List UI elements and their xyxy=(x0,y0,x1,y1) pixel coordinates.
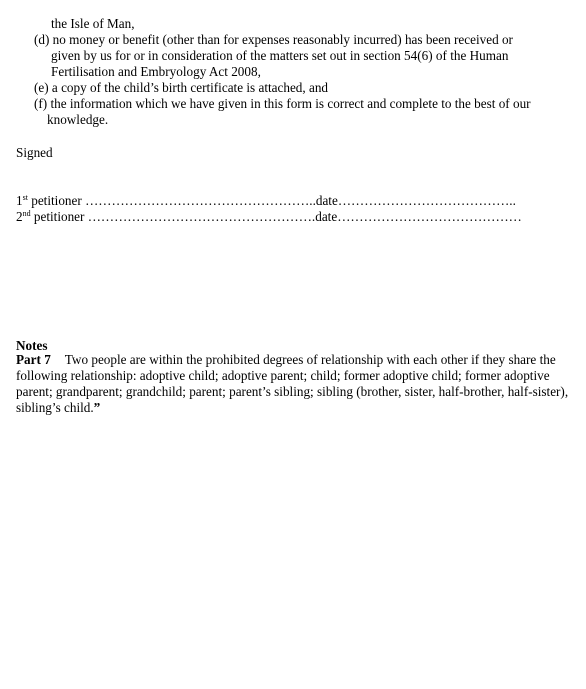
list-item-f-line1: (f) the information which we have given in this form is correct and complete to the best of our xyxy=(34,96,531,111)
petitioner-2-ordinal-suffix: nd xyxy=(22,209,31,218)
signed-label: Signed xyxy=(16,145,53,160)
petitioner-1-signature-dots: …………………………………………….. xyxy=(85,193,316,208)
notes-heading: Notes xyxy=(16,338,48,353)
petitioner-2-date-label: date xyxy=(315,209,338,224)
petitioner-1-label: petitioner xyxy=(27,193,86,208)
list-item-d-line1: (d) no money or benefit (other than for expenses reasonably incurred) has been received or xyxy=(34,32,513,47)
part-7-label: Part 7 xyxy=(16,352,51,367)
petitioner-2-date-dots: …………………………………… xyxy=(337,209,522,224)
part-7-text: Two people are within the prohibited degrees of relationship with each other if they share the following relationship: adoptive child; adoptive parent; child; former adoptive child; former adoptive parent; grandparent; grandchild; parent; parent’s sibling; sibling (brother, sister, half-brother, half-sister), sibling’s child. xyxy=(16,352,569,415)
petitioner-2-label: petitioner xyxy=(30,209,88,224)
list-item-d-line3: Fertilisation and Embryology Act 2008, xyxy=(51,64,261,79)
continued-line: the Isle of Man, xyxy=(51,16,135,31)
petitioner-2-ordinal: 2 xyxy=(16,209,23,224)
petitioner-1-date-dots: ………………………………….. xyxy=(337,193,516,208)
notes-part-7 xyxy=(16,352,571,416)
closing-quote: ” xyxy=(93,400,101,415)
petitioner-1-line xyxy=(16,193,516,209)
petitioner-2-line xyxy=(16,209,522,225)
petitioner-2-signature-dots: ……………………………………………. xyxy=(87,209,316,224)
petitioner-1-date-label: date xyxy=(315,193,338,208)
list-item-e: (e) a copy of the child’s birth certificate is attached, and xyxy=(34,80,329,95)
list-item-f-line2: knowledge. xyxy=(47,112,109,127)
list-item-d-line2: given by us for or in consideration of the matters set out in section 54(6) of the Human xyxy=(51,48,509,63)
petitioner-1-ordinal: 1 xyxy=(16,193,23,208)
petitioner-1-ordinal-suffix: st xyxy=(22,193,28,202)
